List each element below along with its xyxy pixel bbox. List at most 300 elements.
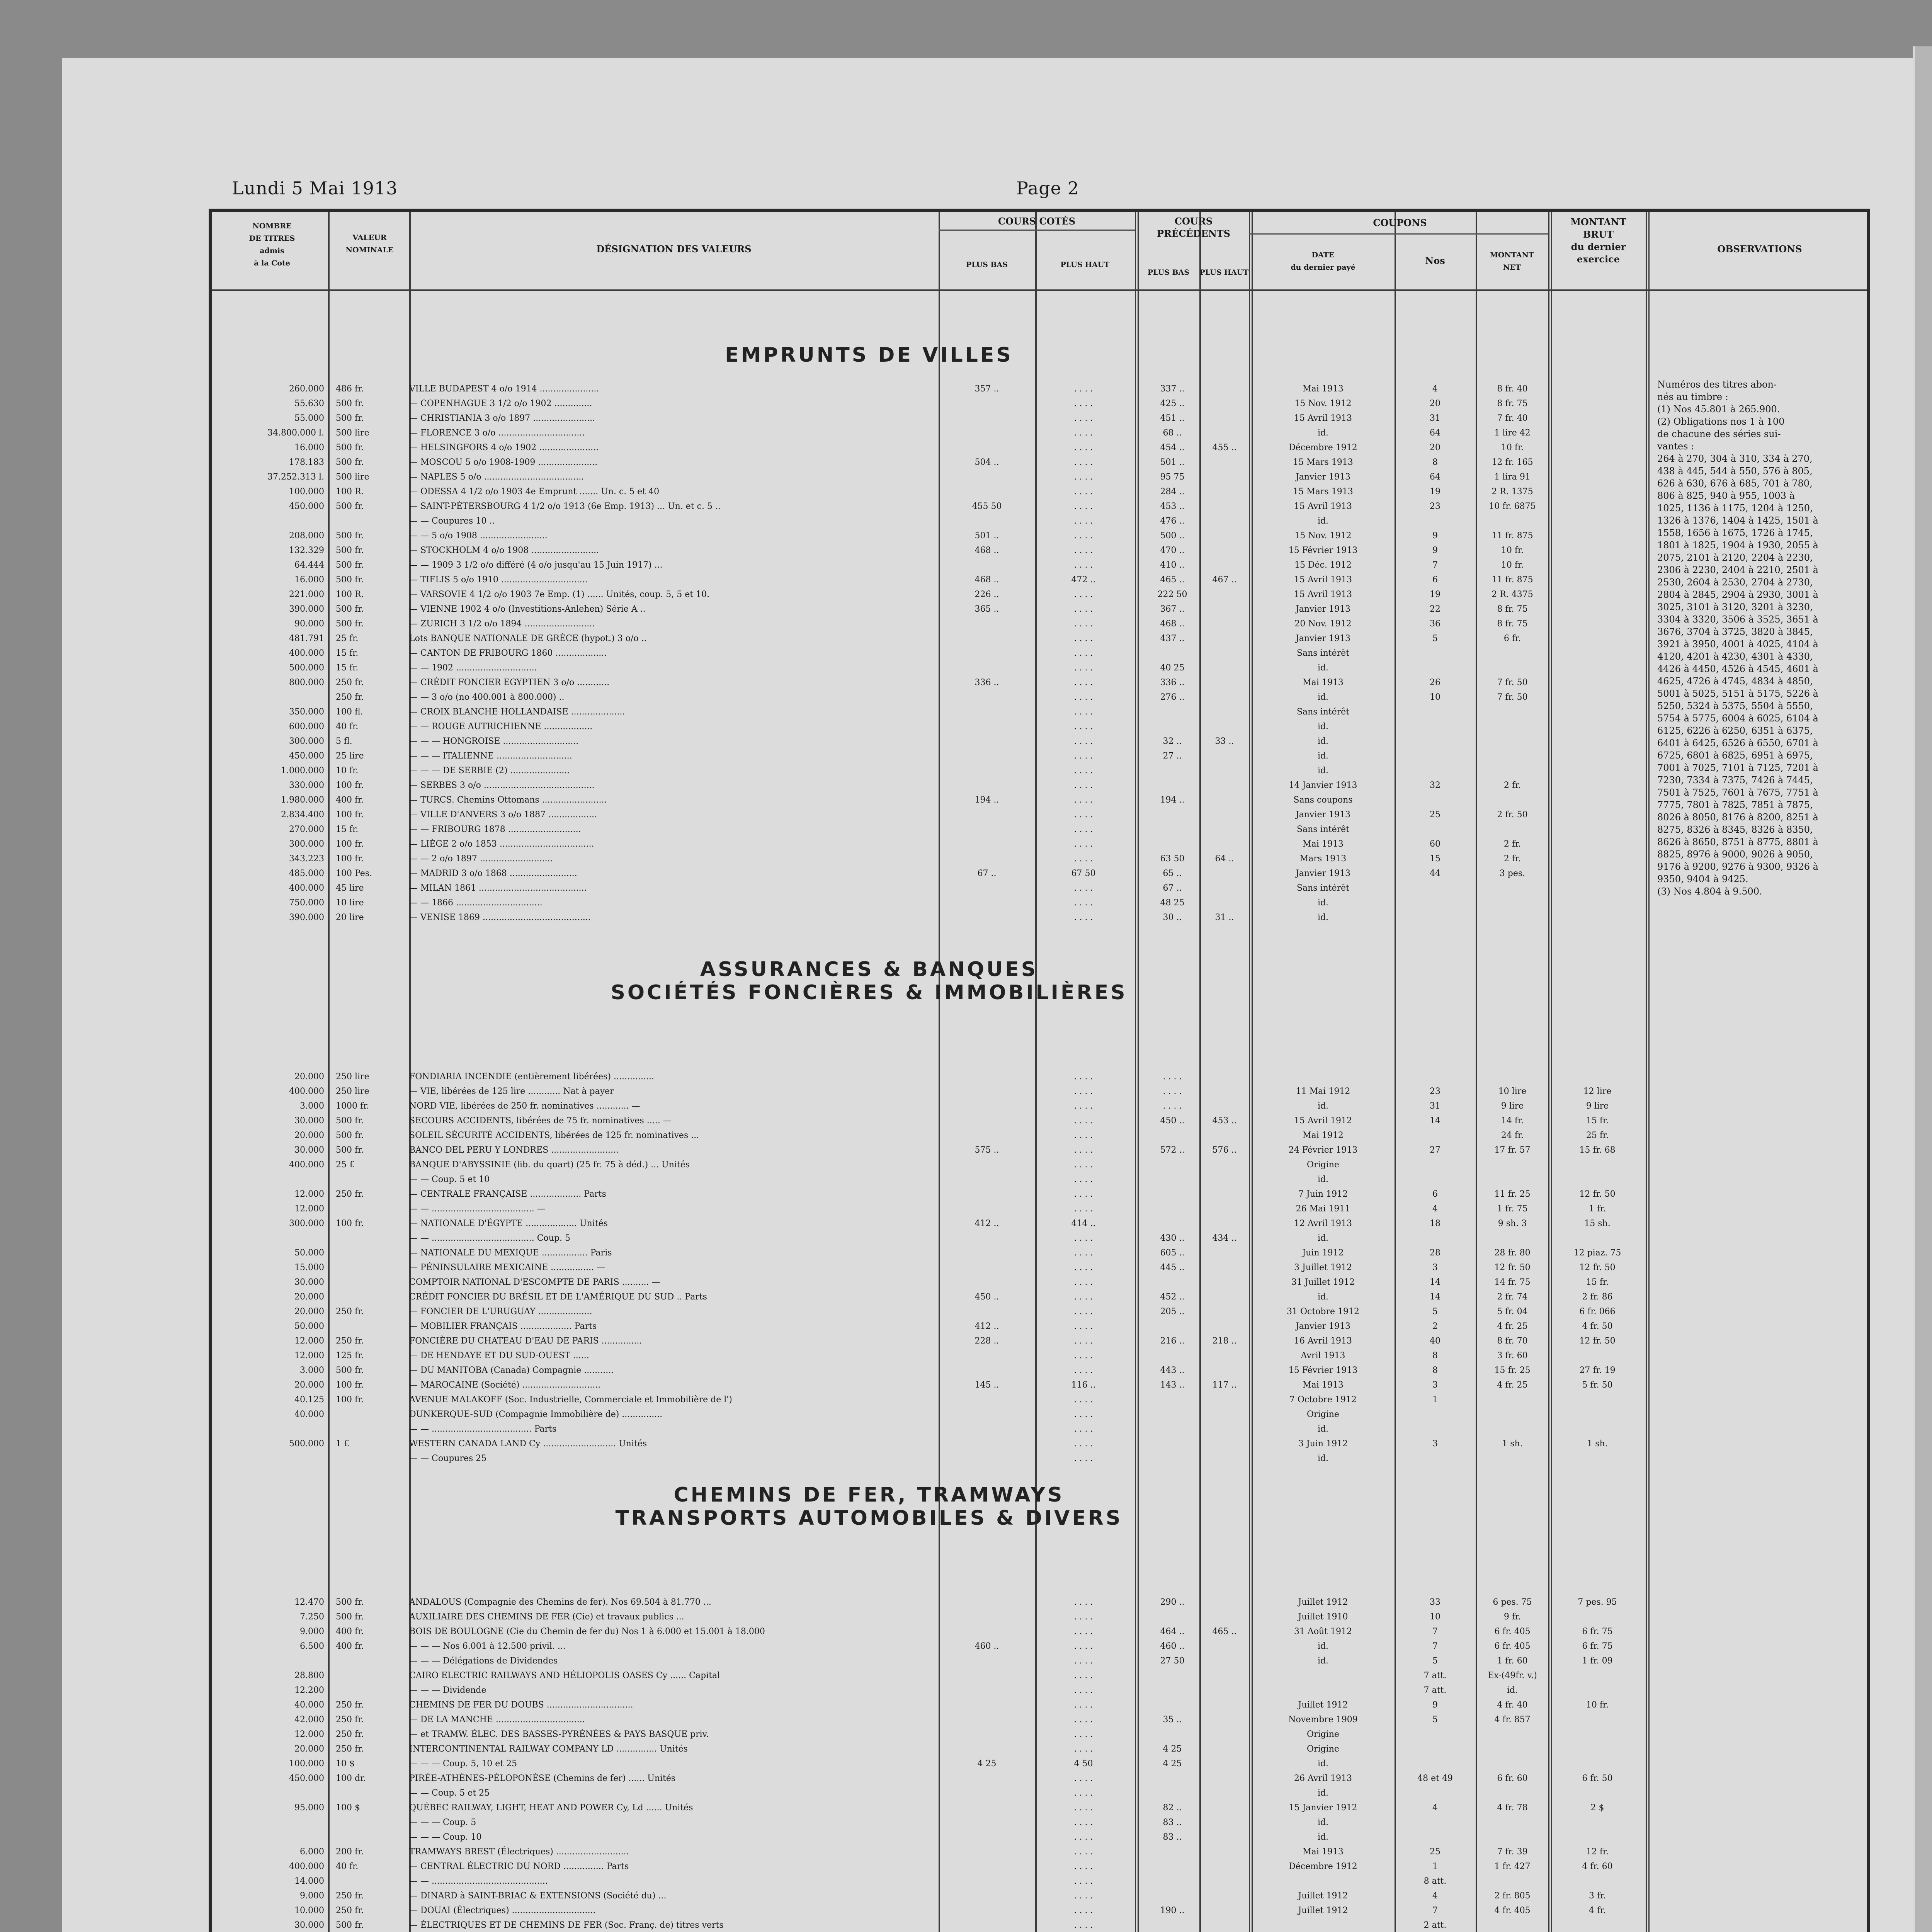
- row-plus-haut: . . . .: [1074, 1891, 1093, 1901]
- row-valeur: 100 fr.: [336, 854, 364, 864]
- row-montant-net: 8 fr. 40: [1497, 384, 1528, 394]
- row-plus-bas: 365 ..: [975, 604, 999, 614]
- row-plus-haut: . . . .: [1074, 1101, 1093, 1111]
- row-designation: — — ...................................... —: [409, 1204, 546, 1214]
- row-plus-haut: . . . .: [1074, 678, 1093, 687]
- row-montant-net: 2 fr.: [1503, 839, 1521, 849]
- header-cours-cotes: COURS COTÉS: [998, 216, 1076, 227]
- row-montant-net: 14 fr.: [1501, 1116, 1524, 1126]
- row-nombre: 400.000: [289, 1160, 324, 1170]
- row-numero-coupon: 6: [1432, 1189, 1438, 1199]
- row-montant-brut: 3 fr.: [1588, 1891, 1606, 1901]
- row-designation: SECOURS ACCIDENTS, libérées de 75 fr. nominatives ..... —: [409, 1116, 672, 1126]
- row-montant-net: 4 fr. 25: [1497, 1380, 1528, 1390]
- row-plus-haut: . . . .: [1074, 1336, 1093, 1346]
- row-designation: — — — ITALIENNE ............................: [409, 751, 572, 761]
- row-valeur: 100 R.: [336, 590, 364, 599]
- row-nombre: 2.834.400: [281, 810, 324, 820]
- row-plus-haut: . . . .: [1074, 1116, 1093, 1126]
- row-date-coupon: Juillet 1912: [1298, 1906, 1348, 1915]
- row-montant-brut: 5 fr. 50: [1582, 1380, 1613, 1390]
- row-designation: — — — Nos 6.001 à 12.500 privil. ...: [409, 1641, 566, 1651]
- row-plus-haut: . . . .: [1074, 1366, 1093, 1375]
- row-plus-haut: . . . .: [1074, 1072, 1093, 1082]
- row-valeur: 400 fr.: [336, 1641, 364, 1651]
- row-plus-haut: . . . .: [1074, 634, 1093, 643]
- table-row: [212, 1202, 1867, 1216]
- row-montant-net: 4 fr. 405: [1494, 1906, 1531, 1915]
- row-montant-net: 8 fr. 75: [1497, 604, 1528, 614]
- table-row: [212, 808, 1867, 822]
- observation-line: 4120, 4201 à 4230, 4301 à 4330,: [1657, 651, 1813, 662]
- table-row: [212, 1595, 1867, 1609]
- row-plus-bas: 336 ..: [975, 678, 999, 687]
- table-row: [212, 602, 1867, 616]
- row-designation: — DE LA MANCHE .................................: [409, 1715, 585, 1725]
- row-plus-haut: . . . .: [1074, 1656, 1093, 1666]
- row-valeur: 100 fr.: [336, 1395, 364, 1405]
- row-plus-haut: . . . .: [1074, 1087, 1093, 1096]
- row-date-coupon: Avril 1913: [1301, 1351, 1345, 1361]
- header-plus-bas: PLUS BAS: [966, 260, 1008, 269]
- row-numero-coupon: 14: [1430, 1292, 1440, 1302]
- row-nombre: 95.000: [294, 1803, 324, 1813]
- row-plus-haut: . . . .: [1074, 457, 1093, 467]
- row-montant-net: 10 fr.: [1501, 546, 1524, 555]
- row-montant-net: 2 fr.: [1503, 854, 1521, 864]
- row-designation: — DE HENDAYE ET DU SUD-OUEST ......: [409, 1351, 589, 1361]
- row-nombre: 9.000: [300, 1891, 324, 1901]
- header-rule: [212, 289, 1867, 291]
- row-numero-coupon: 28: [1430, 1248, 1440, 1258]
- row-montant-net: 15 fr. 25: [1494, 1366, 1531, 1375]
- row-date-coupon: 15 Avril 1913: [1294, 413, 1352, 423]
- row-valeur: 250 fr.: [336, 1700, 364, 1710]
- table-row: [212, 646, 1867, 660]
- row-nombre: 16.000: [294, 443, 324, 452]
- row-plus-haut: . . . .: [1074, 1832, 1093, 1842]
- row-designation: — — Coup. 5 et 10: [409, 1175, 490, 1184]
- row-prec-bas: 572 ..: [1160, 1145, 1185, 1155]
- row-montant-net: 6 fr.: [1503, 634, 1521, 643]
- row-nombre: 500.000: [289, 663, 324, 673]
- row-designation: — — 2 o/o 1897 ...........................: [409, 854, 553, 864]
- table-row: [212, 1158, 1867, 1172]
- row-date-coupon: id.: [1317, 428, 1329, 438]
- row-nombre: 750.000: [289, 898, 324, 908]
- row-date-coupon: 15 Février 1913: [1288, 1366, 1358, 1375]
- row-prec-bas: 4 25: [1163, 1759, 1182, 1769]
- row-nombre: 400.000: [289, 883, 324, 893]
- row-numero-coupon: 3: [1432, 1439, 1438, 1449]
- row-montant-net: 10 lire: [1498, 1087, 1527, 1096]
- row-designation: — SERBES 3 o/o .........................................: [409, 781, 595, 790]
- row-nombre: 30.000: [294, 1277, 324, 1287]
- row-date-coupon: Sans intérêt: [1296, 883, 1350, 893]
- row-valeur: 100 fr.: [336, 1380, 364, 1390]
- row-date-coupon: Mai 1913: [1303, 839, 1344, 849]
- row-montant-net: 2 fr. 74: [1497, 1292, 1528, 1302]
- table-row: [212, 1874, 1867, 1888]
- row-numero-coupon: 6: [1432, 575, 1438, 585]
- observation-line: (2) Obligations nos 1 à 100: [1657, 416, 1785, 427]
- row-nombre: 55.630: [294, 399, 324, 408]
- row-nombre: 20.000: [294, 1380, 324, 1390]
- row-nombre: 50.000: [294, 1321, 324, 1331]
- row-plus-haut: . . . .: [1074, 1920, 1093, 1930]
- row-prec-bas: 336 ..: [1160, 678, 1185, 687]
- row-nombre: 90.000: [294, 619, 324, 629]
- row-prec-bas: 65 ..: [1163, 869, 1182, 878]
- row-designation: — HELSINGFORS 4 o/o 1902 ......................: [409, 443, 599, 452]
- table-row: [212, 720, 1867, 734]
- row-plus-haut: . . . .: [1074, 1671, 1093, 1680]
- row-nombre: 12.000: [294, 1730, 324, 1739]
- row-valeur: 500 lire: [336, 428, 369, 438]
- row-valeur: 500 fr.: [336, 457, 364, 467]
- row-montant-net: 3 fr. 60: [1497, 1351, 1528, 1361]
- table-row: [212, 837, 1867, 851]
- row-plus-haut: . . . .: [1074, 1862, 1093, 1871]
- row-montant-brut: 27 fr. 19: [1579, 1366, 1616, 1375]
- row-date-coupon: Décembre 1912: [1289, 1862, 1357, 1871]
- row-montant-net: 11 fr. 875: [1492, 531, 1533, 541]
- row-montant-net: 4 fr. 25: [1497, 1321, 1528, 1331]
- row-prec-bas: 450 ..: [1160, 1116, 1185, 1126]
- table-row: [212, 485, 1867, 499]
- header-montant-net: MONTANT NET: [1490, 251, 1534, 272]
- header-prec-bas: PLUS BAS: [1147, 268, 1190, 277]
- row-plus-haut: . . . .: [1074, 516, 1093, 526]
- table-row: [212, 1889, 1867, 1903]
- row-valeur: 25 fr.: [336, 634, 359, 643]
- masthead-date: Lundi 5 Mai 1913: [232, 178, 398, 199]
- row-valeur: 500 fr.: [336, 1612, 364, 1622]
- row-numero-coupon: 3: [1432, 1263, 1438, 1272]
- row-montant-brut: 4 fr.: [1588, 1906, 1606, 1915]
- row-numero-coupon: 15: [1430, 854, 1440, 864]
- row-designation: — — 3 o/o (no 400.001 à 800.000) ..: [409, 692, 565, 702]
- observation-line: 5001 à 5025, 5151 à 5175, 5226 à: [1657, 688, 1818, 699]
- row-prec-haut: 218 ..: [1212, 1336, 1237, 1346]
- row-plus-haut: . . . .: [1074, 1263, 1093, 1272]
- row-valeur: 500 fr.: [336, 1116, 364, 1126]
- row-plus-bas: 501 ..: [975, 531, 999, 541]
- row-prec-haut: 467 ..: [1212, 575, 1237, 585]
- row-plus-haut: . . . .: [1074, 590, 1093, 599]
- row-montant-net: 1 lira 91: [1494, 472, 1531, 482]
- row-designation: — TIFLIS 5 o/o 1910 ................................: [409, 575, 588, 585]
- row-numero-coupon: 14: [1430, 1116, 1440, 1126]
- row-prec-bas: 451 ..: [1160, 413, 1185, 423]
- row-numero-coupon: 64: [1430, 472, 1440, 482]
- header-nombre: NOMBRE DE TITRES admis à la Cote: [249, 222, 295, 267]
- observation-line: 2075, 2101 à 2120, 2204 à 2230,: [1657, 552, 1813, 563]
- row-plus-haut: . . . .: [1074, 1292, 1093, 1302]
- row-numero-coupon: 8: [1432, 457, 1438, 467]
- row-montant-brut: 12 piaz. 75: [1573, 1248, 1621, 1258]
- row-valeur: 250 fr.: [336, 1715, 364, 1725]
- row-nombre: 12.000: [294, 1204, 324, 1214]
- row-numero-coupon: 7: [1432, 560, 1438, 570]
- row-nombre: 37.252.313 l.: [267, 472, 324, 482]
- row-plus-haut: . . . .: [1074, 560, 1093, 570]
- row-designation: — CENTRALE FRANÇAISE ................... Parts: [409, 1189, 606, 1199]
- row-numero-coupon: 9: [1432, 546, 1438, 555]
- row-montant-net: 3 pes.: [1499, 869, 1526, 878]
- row-designation: — — Coupures 10 ..: [409, 516, 495, 526]
- row-designation: Lots BANQUE NATIONALE DE GRÈCE (hypot.) 3 o/o ..: [409, 634, 647, 643]
- row-date-coupon: 15 Nov. 1912: [1294, 399, 1352, 408]
- row-date-coupon: Mars 1913: [1299, 854, 1347, 864]
- observation-line: 2530, 2604 à 2530, 2704 à 2730,: [1657, 577, 1813, 588]
- row-designation: INTERCONTINENTAL RAILWAY COMPANY LD ............... Unités: [409, 1744, 688, 1754]
- observation-line: (1) Nos 45.801 à 265.900.: [1657, 404, 1780, 415]
- row-nombre: 10.000: [294, 1906, 324, 1915]
- row-numero-coupon: 36: [1430, 619, 1440, 629]
- row-numero-coupon: 19: [1430, 590, 1440, 599]
- row-plus-haut: . . . .: [1074, 531, 1093, 541]
- row-date-coupon: Janvier 1913: [1295, 604, 1351, 614]
- row-plus-haut: . . . .: [1074, 1774, 1093, 1783]
- row-valeur: 486 fr.: [336, 384, 364, 394]
- row-valeur: 40 fr.: [336, 1862, 359, 1871]
- row-plus-haut: . . . .: [1074, 384, 1093, 394]
- row-plus-bas: 575 ..: [975, 1145, 999, 1155]
- row-montant-brut: 6 fr. 75: [1582, 1627, 1613, 1636]
- row-prec-bas: 27 ..: [1163, 751, 1182, 761]
- row-numero-coupon: 2: [1432, 1321, 1438, 1331]
- row-nombre: 390.000: [289, 604, 324, 614]
- row-nombre: 221.000: [289, 590, 324, 599]
- row-montant-net: 12 fr. 50: [1494, 1263, 1531, 1272]
- table-row: [212, 412, 1867, 425]
- row-prec-bas: 437 ..: [1160, 634, 1185, 643]
- row-plus-haut: 4 50: [1074, 1759, 1093, 1769]
- table-row: [212, 544, 1867, 558]
- row-plus-haut: . . . .: [1074, 1454, 1093, 1463]
- row-valeur: 100 fl.: [336, 707, 363, 717]
- row-prec-bas: 216 ..: [1160, 1336, 1185, 1346]
- row-numero-coupon: 9: [1432, 1700, 1438, 1710]
- table-row: [212, 1830, 1867, 1844]
- row-numero-coupon: 33: [1430, 1597, 1440, 1607]
- row-valeur: 250 fr.: [336, 678, 364, 687]
- table-row: [212, 1654, 1867, 1668]
- row-montant-net: 8 fr. 75: [1497, 399, 1528, 408]
- observation-line: 8026 à 8050, 8176 à 8200, 8251 à: [1657, 812, 1818, 823]
- row-numero-coupon: 31: [1430, 1101, 1440, 1111]
- row-montant-brut: 25 fr.: [1586, 1131, 1609, 1140]
- row-plus-haut: . . . .: [1074, 428, 1093, 438]
- row-valeur: 20 lire: [336, 913, 364, 922]
- row-date-coupon: Sans intérêt: [1296, 825, 1350, 834]
- row-plus-haut: . . . .: [1074, 1395, 1093, 1405]
- row-montant-net: 2 fr. 805: [1494, 1891, 1531, 1901]
- row-plus-haut: . . . .: [1074, 487, 1093, 497]
- row-date-coupon: Juillet 1912: [1298, 1891, 1348, 1901]
- row-montant-net: 10 fr.: [1501, 443, 1524, 452]
- row-designation: CAIRO ELECTRIC RAILWAYS AND HÉLIOPOLIS OASES Cy ...... Capital: [409, 1671, 720, 1680]
- row-date-coupon: 15 Nov. 1912: [1294, 531, 1352, 541]
- row-designation: — VENISE 1869 ........................................: [409, 913, 591, 922]
- row-valeur: 250 fr.: [336, 1744, 364, 1754]
- table-row: [212, 735, 1867, 748]
- observation-line: 5250, 5324 à 5375, 5504 à 5550,: [1657, 701, 1813, 711]
- row-montant-brut: 15 fr. 68: [1579, 1145, 1616, 1155]
- table-row: [212, 1334, 1867, 1348]
- row-nombre: 500.000: [289, 1439, 324, 1449]
- table-row: [212, 1452, 1867, 1466]
- row-designation: — — — Coup. 5, 10 et 25: [409, 1759, 517, 1769]
- row-plus-haut: . . . .: [1074, 1730, 1093, 1739]
- row-date-coupon: id.: [1317, 766, 1329, 776]
- observation-line: 1025, 1136 à 1175, 1204 à 1250,: [1657, 503, 1813, 514]
- row-nombre: 6.000: [300, 1847, 324, 1857]
- row-date-coupon: id.: [1317, 1656, 1329, 1666]
- row-numero-coupon: 9: [1432, 531, 1438, 541]
- row-plus-haut: 414 ..: [1071, 1219, 1096, 1228]
- row-plus-haut: . . . .: [1074, 1744, 1093, 1754]
- table-row: [212, 1757, 1867, 1771]
- row-designation: — VARSOVIE 4 1/2 o/o 1903 7e Emp. (1) ...... Unités, coup. 5, 5 et 10.: [409, 590, 710, 599]
- row-plus-haut: . . . .: [1074, 1803, 1093, 1813]
- row-plus-haut: . . . .: [1074, 604, 1093, 614]
- row-montant-net: 9 lire: [1501, 1101, 1524, 1111]
- table-row: [212, 632, 1867, 646]
- row-date-coupon: id.: [1317, 1101, 1329, 1111]
- row-plus-haut: . . . .: [1074, 692, 1093, 702]
- row-date-coupon: 31 Juillet 1912: [1291, 1277, 1355, 1287]
- table-row: [212, 852, 1867, 866]
- observation-line: 438 à 445, 544 à 550, 576 à 805,: [1657, 466, 1813, 476]
- section-title-chemins: CHEMINS DE FER, TRAMWAYS TRANSPORTS AUTOMOBILES & DIVERS: [615, 1483, 1123, 1530]
- row-designation: — LIÈGE 2 o/o 1853 ...................................: [409, 839, 594, 849]
- row-numero-coupon: 60: [1430, 839, 1440, 849]
- row-montant-net: 1 lire 42: [1494, 428, 1531, 438]
- row-plus-haut: . . . .: [1074, 472, 1093, 482]
- observation-line: 6125, 6226 à 6250, 6351 à 6375,: [1657, 725, 1813, 736]
- table-row: [212, 1860, 1867, 1874]
- row-valeur: 100 fr.: [336, 810, 364, 820]
- row-valeur: 100 fr.: [336, 781, 364, 790]
- row-montant-net: 6 pes. 75: [1493, 1597, 1532, 1607]
- row-numero-coupon: 14: [1430, 1277, 1440, 1287]
- row-date-coupon: 3 Juillet 1912: [1294, 1263, 1352, 1272]
- row-designation: — ZURICH 3 1/2 o/o 1894 ..........................: [409, 619, 595, 629]
- row-prec-bas: 27 50: [1160, 1656, 1185, 1666]
- row-designation: — — — Délégations de Dividendes: [409, 1656, 558, 1666]
- table-row: [212, 1698, 1867, 1712]
- row-montant-net: 1 fr. 75: [1497, 1204, 1528, 1214]
- table-row: [212, 1625, 1867, 1639]
- row-prec-bas: 453 ..: [1160, 502, 1185, 511]
- row-prec-bas: 452 ..: [1160, 1292, 1185, 1302]
- row-date-coupon: id.: [1317, 913, 1329, 922]
- row-plus-bas: 412 ..: [975, 1219, 999, 1228]
- row-valeur: 500 fr.: [336, 560, 364, 570]
- row-plus-bas: 145 ..: [975, 1380, 999, 1390]
- row-designation: PIRÉE-ATHÈNES-PÉLOPONÈSE (Chemins de fer) ...... Unités: [409, 1774, 676, 1783]
- row-numero-coupon: 25: [1430, 1847, 1440, 1857]
- row-valeur: 500 fr.: [336, 1597, 364, 1607]
- row-montant-brut: 6 fr. 50: [1582, 1774, 1613, 1783]
- row-date-coupon: 15 Mars 1913: [1293, 457, 1353, 467]
- table-row: [212, 1187, 1867, 1201]
- row-date-coupon: Juillet 1912: [1298, 1597, 1348, 1607]
- row-date-coupon: id.: [1317, 516, 1329, 526]
- table-row: [212, 529, 1867, 543]
- row-prec-haut: 434 ..: [1212, 1233, 1237, 1243]
- table-row: [212, 617, 1867, 631]
- row-prec-bas: 464 ..: [1160, 1627, 1185, 1636]
- observation-line: 7501 à 7525, 7601 à 7675, 7751 à: [1657, 787, 1818, 798]
- row-designation: — VILLE D'ANVERS 3 o/o 1887 ..................: [409, 810, 597, 820]
- table-row: [212, 779, 1867, 793]
- row-designation: — DU MANITOBA (Canada) Compagnie ...........: [409, 1366, 614, 1375]
- row-montant-net: 4 fr. 40: [1497, 1700, 1528, 1710]
- observation-line: 3921 à 3950, 4001 à 4025, 4104 à: [1657, 639, 1818, 650]
- row-date-coupon: id.: [1317, 1759, 1329, 1769]
- header-designation: DÉSIGNATION DES VALEURS: [596, 243, 752, 255]
- table-row: [212, 382, 1867, 396]
- row-montant-brut: 15 fr.: [1586, 1116, 1609, 1126]
- row-date-coupon: 11 Mai 1912: [1296, 1087, 1350, 1096]
- header-subrule: [939, 230, 1135, 231]
- table-row: [212, 1422, 1867, 1436]
- row-prec-haut: 465 ..: [1212, 1627, 1237, 1636]
- table-row: [212, 1728, 1867, 1742]
- row-valeur: 250 fr.: [336, 1307, 364, 1316]
- header-cours-precedents: COURS PRÉCÉDENTS: [1157, 216, 1230, 239]
- row-designation: WESTERN CANADA LAND Cy ........................... Unités: [409, 1439, 647, 1449]
- row-valeur: 500 fr.: [336, 399, 364, 408]
- row-designation: — CANTON DE FRIBOURG 1860 ...................: [409, 648, 607, 658]
- row-montant-net: 5 fr. 04: [1497, 1307, 1528, 1316]
- table-row: [212, 1639, 1867, 1653]
- row-montant-net: id.: [1507, 1685, 1518, 1695]
- row-date-coupon: id.: [1317, 751, 1329, 761]
- row-prec-bas: 67 ..: [1163, 883, 1182, 893]
- row-plus-haut: . . . .: [1074, 707, 1093, 717]
- row-plus-haut: . . . .: [1074, 443, 1093, 452]
- row-prec-haut: 64 ..: [1215, 854, 1234, 864]
- row-date-coupon: Mai 1913: [1303, 1380, 1344, 1390]
- row-plus-haut: . . . .: [1074, 825, 1093, 834]
- table-row: [212, 397, 1867, 411]
- table-row: [212, 1143, 1867, 1157]
- row-numero-coupon: 8: [1432, 1366, 1438, 1375]
- row-plus-haut: . . . .: [1074, 1248, 1093, 1258]
- row-numero-coupon: 40: [1430, 1336, 1440, 1346]
- row-nombre: 64.444: [294, 560, 324, 570]
- row-plus-haut: . . . .: [1074, 663, 1093, 673]
- row-date-coupon: 12 Avril 1913: [1294, 1219, 1352, 1228]
- table-row: [212, 1378, 1867, 1392]
- row-plus-haut: . . . .: [1074, 1145, 1093, 1155]
- row-montant-net: 2 R. 1375: [1492, 487, 1533, 497]
- row-date-coupon: 31 Août 1912: [1294, 1627, 1352, 1636]
- header-coupons: COUPONS: [1373, 217, 1427, 228]
- row-montant-brut: 12 fr. 50: [1579, 1336, 1616, 1346]
- row-plus-haut: . . . .: [1074, 1700, 1093, 1710]
- row-designation: NORD VIE, libérées de 250 fr. nominatives ............ —: [409, 1101, 640, 1111]
- row-numero-coupon: 5: [1432, 1656, 1438, 1666]
- row-date-coupon: id.: [1317, 1454, 1329, 1463]
- row-plus-haut: . . . .: [1074, 1160, 1093, 1170]
- row-prec-bas: . . . .: [1163, 1087, 1182, 1096]
- row-prec-bas: 40 25: [1160, 663, 1185, 673]
